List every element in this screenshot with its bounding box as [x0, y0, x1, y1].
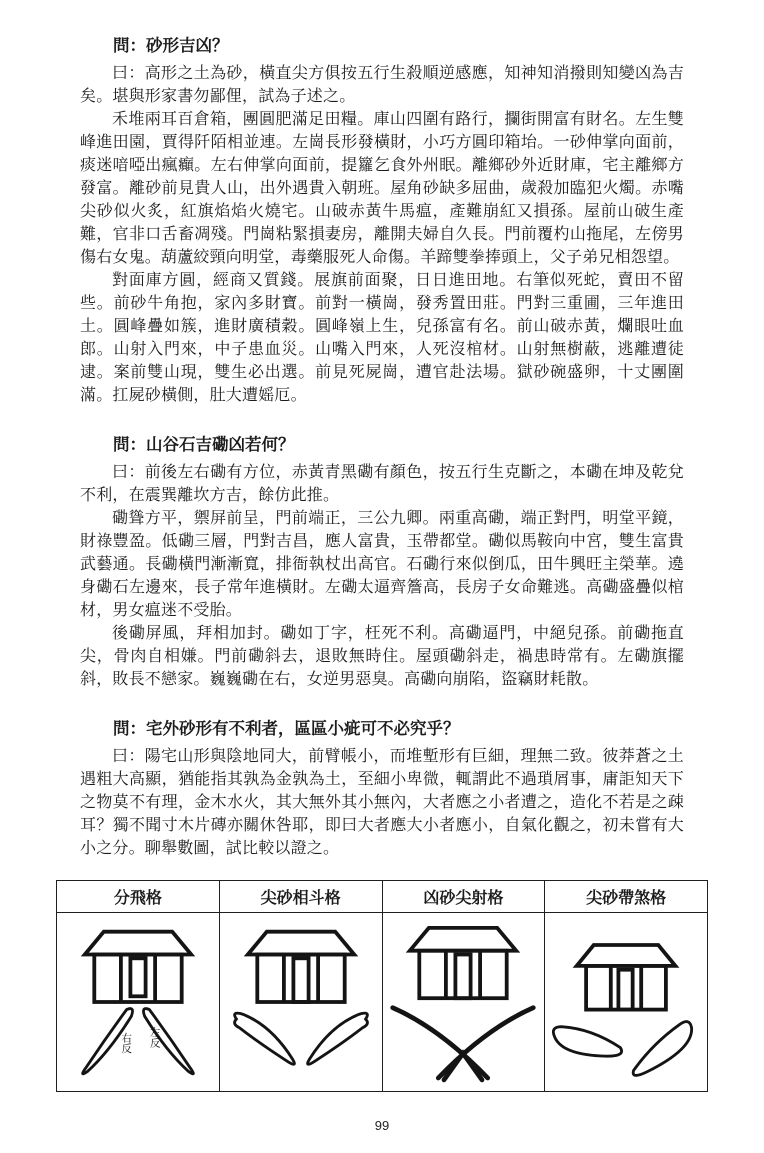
- facing-tips-sand-diagram: [225, 917, 377, 1087]
- curved-blade-sand-shapes: [553, 1022, 691, 1076]
- question-heading-3: 問：宅外砂形有不利者，區區小疵可不必究乎？: [113, 719, 460, 738]
- table-header-jian-sha-xiang-dou-ge: 尖砂相斗格: [219, 881, 382, 913]
- verse-paragraph: 對面庫方圓，經商又質錢。展旗前面聚，日日進田地。右筆似死蛇，賣田不留些。前砂牛角抱，家內多財寶。前對一橫崗，發秀置田莊。門對三重圃，三年進田土。圓峰疊如簇，進財廣積穀。圓峰嶺上生，兒孫富有名。前山破赤黃，爛眼吐血郎。山射入門來，中子患血災。山嘴入門來，人死沒棺材。山射無樹蔽，逃離遭徒逮。案前雙山現，雙生必出選。前見死屍崗，遭官赴法場。獄砂碗盛卵，十丈團圍滿。扛屍砂橫側，肚大遭媱厄。: [80, 272, 684, 404]
- diagram-cell-curved-blades: [545, 913, 708, 1092]
- crossing-sand-diagram: [387, 917, 539, 1087]
- answer-paragraph: 曰：陽宅山形與陰地同大，前臂帳小，而堆塹形有巨細，理無二致。彼莽蒼之土遇粗大高顯，猶能指其孰為金孰為土，至細小卑微，輒謂此不過瑣屑事，庸詎知天下之物莫不有理，金木水火，其大無外其小無內，大者應之小者遭之，造化不若是之疎耳？獨不聞寸木片磚亦關休咎耶，即曰大者應大小者應小，自氣化觀之，初未嘗有大小之分。聊舉數圖，試比較以證之。: [80, 748, 684, 857]
- verse-paragraph: 後磡屏風，拜相加封。磡如丁字，枉死不利。高磡逼門，中絕兒孫。前磡拖直尖，骨肉自相嫌。門前磡斜去，退敗無時住。屋頭磡斜走，禍患時常有。左磡旗擺斜，敗長不戀家。巍巍磡在右，女逆男惡臭。高磡向崩陷，盜竊財耗散。: [80, 625, 684, 688]
- diagram-cell-crossing-sand: [382, 913, 545, 1092]
- table-header-fen-fei-ge: 分飛格: [57, 881, 220, 913]
- answer-paragraph: 曰：前後左右磡有方位，赤黃青黑磡有顏色，按五行生克斷之，本磡在坤及乾兌不利，在震巽離坎方吉，餘仿此推。: [80, 464, 684, 504]
- house-icon: [247, 932, 353, 1002]
- crossing-sand-shapes: [393, 1008, 534, 1080]
- house-icon: [85, 932, 191, 1002]
- house-icon: [577, 945, 676, 1010]
- facing-tips-sand-shapes: [234, 1013, 367, 1064]
- split-fly-sand-shapes: [83, 1009, 194, 1074]
- house-icon: [410, 928, 516, 998]
- question-heading-1: 問：砂形吉凶？: [113, 36, 229, 55]
- split-fly-sand-diagram: [62, 917, 214, 1087]
- curved-blade-sand-diagram: [550, 917, 702, 1087]
- page-number: 99: [374, 1118, 390, 1133]
- table-header-row: [57, 881, 708, 913]
- label-right-reversed: 右反: [119, 1032, 131, 1054]
- question-heading-2: 問：山谷石吉磡凶若何？: [113, 435, 295, 454]
- table-header-jian-sha-dai-sha-ge: 尖砂帶煞格: [545, 881, 708, 913]
- verse-paragraph: 禾堆兩耳百倉箱，團圓肥滿足田糧。庫山四圍有路行，攔街開富有財名。左生雙峰進田園，賈得阡陌相並連。左崗長形發橫財，小巧方圓印箱坮。一砂伸掌向面前，痰迷喑啞出瘋癲。左右伸掌向面前，提籮乞食外州眠。離鄉砂外近財庫，宅主離鄉方發富。離砂前見貴人山，出外遇貴入朝班。屋角砂缺多屈曲，歲殺加臨犯火燭。赤嘴尖砂似火炙，紅旗焰焰火燒宅。山破赤黃牛馬瘟，產難崩紅又損孫。屋前山破生產難，官非口舌畜凋殘。門崗粘緊損妻房，離開夫婦自久長。門前覆杓山拖尾，左傍男傷右女鬼。葫蘆絞頸向明堂，毒藥服死人命傷。羊蹄雙拳捧頭上，父子弟兄相怨望。: [80, 111, 684, 266]
- table-header-xiong-sha-jian-she-ge: 凶砂尖射格: [382, 881, 545, 913]
- label-left-reversed: 左反: [147, 1026, 159, 1048]
- table-diagram-row: [57, 913, 708, 1092]
- diagram-cell-split-fly: [57, 913, 220, 1092]
- answer-paragraph: 曰：高形之土為砂，橫直尖方俱按五行生殺順逆感應，知神知消撥則知變凶為吉矣。堪與形家書勿鄙俚，試為子述之。: [80, 65, 684, 105]
- diagram-cell-facing-tips: [219, 913, 382, 1092]
- sand-shape-diagram-table: [56, 880, 708, 1092]
- verse-paragraph: 磡聳方平，禦屏前呈，門前端正，三公九卿。兩重高磡，端正對門，明堂平鏡，財祿豐盈。低磡三層，門對吉昌，應人富貴，玉帶都堂。磡似馬鞍向中宮，雙生富貴武藝通。長磡橫門漸漸寬，排衙執杖出高官。石磡行來似倒瓜，田牛興旺主榮華。遶身磡石左邊來，長子常年進橫財。左磡太逼齊簷高，長房子女命難逃。高磡盛疊似棺材，男女瘟迷不受胎。: [80, 510, 684, 619]
